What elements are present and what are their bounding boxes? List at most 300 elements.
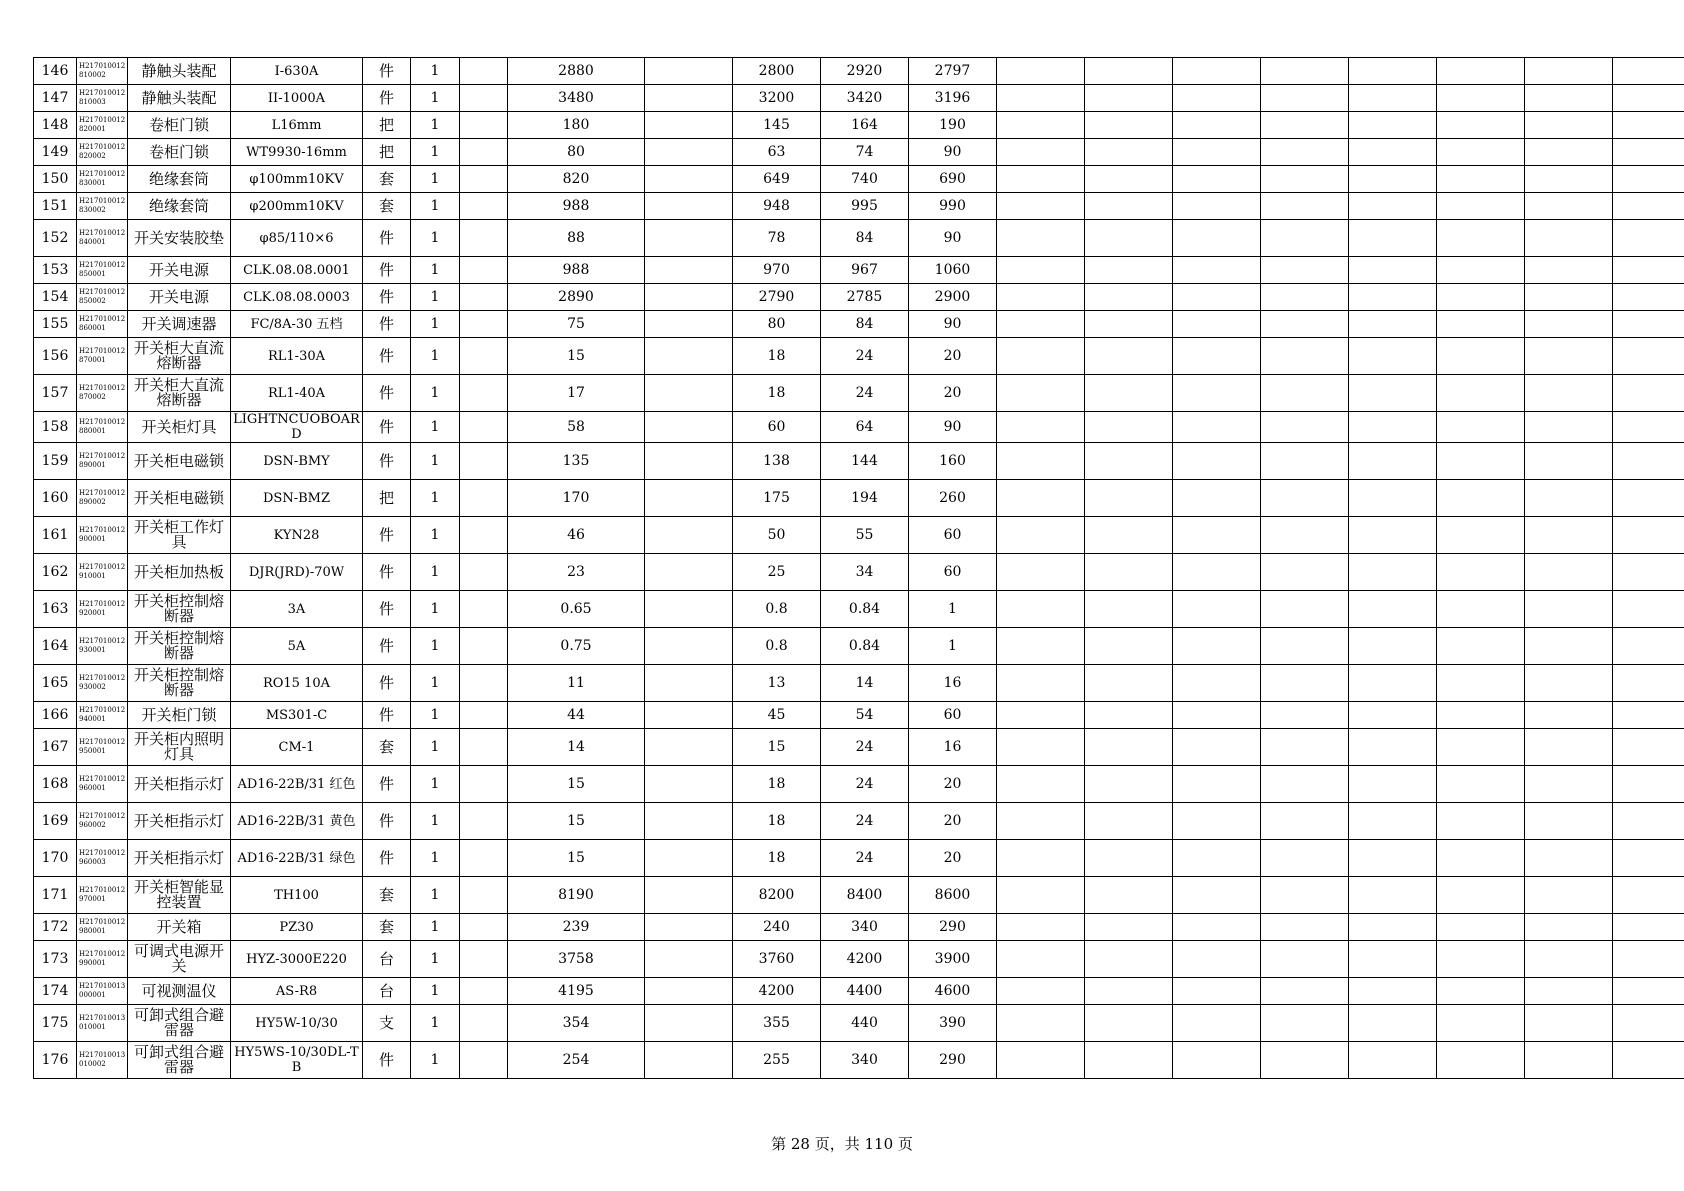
price-1: 0.65 bbox=[508, 591, 645, 628]
empty-cell bbox=[1349, 914, 1437, 941]
empty-cell bbox=[460, 193, 508, 220]
empty-cell bbox=[997, 554, 1085, 591]
empty-cell bbox=[997, 803, 1085, 840]
item-qty: 1 bbox=[411, 85, 460, 112]
item-unit: 件 bbox=[363, 554, 411, 591]
row-index: 159 bbox=[34, 443, 77, 480]
item-qty: 1 bbox=[411, 139, 460, 166]
price-1: 46 bbox=[508, 517, 645, 554]
empty-cell bbox=[645, 665, 733, 702]
row-index: 162 bbox=[34, 554, 77, 591]
empty-cell bbox=[460, 375, 508, 412]
empty-cell bbox=[1437, 257, 1525, 284]
empty-cell bbox=[1525, 554, 1613, 591]
empty-cell bbox=[1261, 112, 1349, 139]
price-3: 194 bbox=[821, 480, 909, 517]
price-2: 145 bbox=[733, 112, 821, 139]
row-index: 169 bbox=[34, 803, 77, 840]
item-name: 开关柜电磁锁 bbox=[128, 480, 231, 517]
item-spec: HYZ-3000E220 bbox=[231, 941, 363, 978]
table-row bbox=[34, 591, 1684, 628]
price-3: 8400 bbox=[821, 877, 909, 914]
empty-cell bbox=[1085, 941, 1173, 978]
item-code: H217010012900001 bbox=[77, 517, 128, 554]
item-name: 开关安装胶垫 bbox=[128, 220, 231, 257]
item-qty: 1 bbox=[411, 591, 460, 628]
price-3: 24 bbox=[821, 766, 909, 803]
item-qty: 1 bbox=[411, 112, 460, 139]
table-row bbox=[34, 840, 1684, 877]
price-2: 78 bbox=[733, 220, 821, 257]
empty-cell bbox=[645, 139, 733, 166]
empty-cell bbox=[1261, 978, 1349, 1005]
price-1: 58 bbox=[508, 412, 645, 443]
price-2: 2800 bbox=[733, 58, 821, 85]
table-row bbox=[34, 139, 1684, 166]
empty-cell bbox=[1085, 85, 1173, 112]
empty-cell bbox=[1525, 166, 1613, 193]
item-code: H217010012840001 bbox=[77, 220, 128, 257]
empty-cell bbox=[1261, 375, 1349, 412]
item-qty: 1 bbox=[411, 665, 460, 702]
price-4: 60 bbox=[909, 554, 997, 591]
item-code: H217010012870001 bbox=[77, 338, 128, 375]
empty-cell bbox=[460, 166, 508, 193]
empty-cell bbox=[1525, 412, 1613, 443]
empty-cell bbox=[1085, 877, 1173, 914]
empty-cell bbox=[460, 220, 508, 257]
row-index: 170 bbox=[34, 840, 77, 877]
empty-cell bbox=[1437, 840, 1525, 877]
row-index: 173 bbox=[34, 941, 77, 978]
price-4: 990 bbox=[909, 193, 997, 220]
price-2: 18 bbox=[733, 766, 821, 803]
item-spec: CLK.08.08.0001 bbox=[231, 257, 363, 284]
price-4: 390 bbox=[909, 1005, 997, 1042]
empty-cell bbox=[1613, 480, 1684, 517]
empty-cell bbox=[1525, 311, 1613, 338]
item-name: 开关柜门锁 bbox=[128, 702, 231, 729]
price-1: 820 bbox=[508, 166, 645, 193]
item-qty: 1 bbox=[411, 914, 460, 941]
price-1: 8190 bbox=[508, 877, 645, 914]
item-qty: 1 bbox=[411, 803, 460, 840]
empty-cell bbox=[645, 591, 733, 628]
empty-cell bbox=[1525, 914, 1613, 941]
price-4: 160 bbox=[909, 443, 997, 480]
empty-cell bbox=[1085, 139, 1173, 166]
item-unit: 把 bbox=[363, 480, 411, 517]
item-name: 开关电源 bbox=[128, 284, 231, 311]
table-row bbox=[34, 517, 1684, 554]
item-code: H217010012970001 bbox=[77, 877, 128, 914]
empty-cell bbox=[1173, 443, 1261, 480]
empty-cell bbox=[1173, 139, 1261, 166]
empty-cell bbox=[645, 914, 733, 941]
empty-cell bbox=[460, 480, 508, 517]
empty-cell bbox=[1085, 766, 1173, 803]
page-number: 第 28 页，共 110 页 bbox=[771, 1135, 913, 1153]
empty-cell bbox=[1349, 729, 1437, 766]
item-code: H217010012870002 bbox=[77, 375, 128, 412]
empty-cell bbox=[1349, 284, 1437, 311]
price-1: 988 bbox=[508, 257, 645, 284]
item-unit: 件 bbox=[363, 517, 411, 554]
row-index: 157 bbox=[34, 375, 77, 412]
empty-cell bbox=[1437, 220, 1525, 257]
empty-cell bbox=[1261, 914, 1349, 941]
empty-cell bbox=[1437, 914, 1525, 941]
empty-cell bbox=[1613, 978, 1684, 1005]
price-4: 2797 bbox=[909, 58, 997, 85]
empty-cell bbox=[1525, 257, 1613, 284]
empty-cell bbox=[1261, 729, 1349, 766]
empty-cell bbox=[1613, 85, 1684, 112]
empty-cell bbox=[1085, 338, 1173, 375]
item-qty: 1 bbox=[411, 443, 460, 480]
item-qty: 1 bbox=[411, 284, 460, 311]
empty-cell bbox=[1613, 591, 1684, 628]
empty-cell bbox=[1173, 480, 1261, 517]
empty-cell bbox=[1085, 729, 1173, 766]
empty-cell bbox=[1525, 375, 1613, 412]
price-1: 3480 bbox=[508, 85, 645, 112]
item-qty: 1 bbox=[411, 1005, 460, 1042]
empty-cell bbox=[645, 58, 733, 85]
empty-cell bbox=[1349, 139, 1437, 166]
empty-cell bbox=[1349, 443, 1437, 480]
table-row bbox=[34, 1005, 1684, 1042]
price-2: 649 bbox=[733, 166, 821, 193]
item-unit: 套 bbox=[363, 877, 411, 914]
price-2: 18 bbox=[733, 375, 821, 412]
empty-cell bbox=[1525, 480, 1613, 517]
empty-cell bbox=[1349, 193, 1437, 220]
empty-cell bbox=[1261, 85, 1349, 112]
empty-cell bbox=[1349, 85, 1437, 112]
item-name: 开关柜控制熔断器 bbox=[128, 628, 231, 665]
empty-cell bbox=[1173, 591, 1261, 628]
row-index: 155 bbox=[34, 311, 77, 338]
item-code: H217010012930001 bbox=[77, 628, 128, 665]
empty-cell bbox=[1437, 978, 1525, 1005]
empty-cell bbox=[645, 702, 733, 729]
empty-cell bbox=[645, 480, 733, 517]
price-1: 988 bbox=[508, 193, 645, 220]
empty-cell bbox=[1261, 840, 1349, 877]
empty-cell bbox=[1173, 665, 1261, 702]
price-2: 970 bbox=[733, 257, 821, 284]
item-qty: 1 bbox=[411, 220, 460, 257]
price-3: 24 bbox=[821, 375, 909, 412]
price-1: 15 bbox=[508, 803, 645, 840]
table-row bbox=[34, 628, 1684, 665]
item-spec: LIGHTNCUOBOARD bbox=[231, 412, 363, 443]
table-row bbox=[34, 554, 1684, 591]
row-index: 165 bbox=[34, 665, 77, 702]
empty-cell bbox=[997, 412, 1085, 443]
empty-cell bbox=[645, 338, 733, 375]
item-unit: 支 bbox=[363, 1005, 411, 1042]
empty-cell bbox=[1085, 412, 1173, 443]
item-spec: RL1-40A bbox=[231, 375, 363, 412]
empty-cell bbox=[1349, 338, 1437, 375]
item-qty: 1 bbox=[411, 978, 460, 1005]
price-3: 55 bbox=[821, 517, 909, 554]
item-spec: DSN-BMY bbox=[231, 443, 363, 480]
empty-cell bbox=[1349, 58, 1437, 85]
item-name: 开关柜控制熔断器 bbox=[128, 665, 231, 702]
empty-cell bbox=[645, 412, 733, 443]
empty-cell bbox=[1349, 766, 1437, 803]
empty-cell bbox=[1261, 443, 1349, 480]
empty-cell bbox=[997, 978, 1085, 1005]
price-4: 60 bbox=[909, 702, 997, 729]
price-3: 740 bbox=[821, 166, 909, 193]
empty-cell bbox=[1349, 1042, 1437, 1079]
empty-cell bbox=[1437, 877, 1525, 914]
empty-cell bbox=[1437, 166, 1525, 193]
empty-cell bbox=[460, 443, 508, 480]
empty-cell bbox=[1261, 766, 1349, 803]
empty-cell bbox=[1525, 220, 1613, 257]
empty-cell bbox=[1437, 517, 1525, 554]
empty-cell bbox=[645, 112, 733, 139]
empty-cell bbox=[1525, 443, 1613, 480]
empty-cell bbox=[1437, 665, 1525, 702]
row-index: 158 bbox=[34, 412, 77, 443]
item-name: 开关柜智能显控装置 bbox=[128, 877, 231, 914]
empty-cell bbox=[645, 220, 733, 257]
item-code: H217010012960003 bbox=[77, 840, 128, 877]
item-code: H217010012810003 bbox=[77, 85, 128, 112]
empty-cell bbox=[460, 338, 508, 375]
empty-cell bbox=[645, 1042, 733, 1079]
price-4: 260 bbox=[909, 480, 997, 517]
price-4: 90 bbox=[909, 220, 997, 257]
empty-cell bbox=[1349, 517, 1437, 554]
price-1: 170 bbox=[508, 480, 645, 517]
item-name: 开关柜指示灯 bbox=[128, 766, 231, 803]
empty-cell bbox=[460, 1005, 508, 1042]
empty-cell bbox=[645, 554, 733, 591]
empty-cell bbox=[1613, 220, 1684, 257]
empty-cell bbox=[1173, 517, 1261, 554]
item-unit: 台 bbox=[363, 941, 411, 978]
item-unit: 把 bbox=[363, 112, 411, 139]
item-unit: 台 bbox=[363, 978, 411, 1005]
empty-cell bbox=[1437, 412, 1525, 443]
item-spec: WT9930-16mm bbox=[231, 139, 363, 166]
empty-cell bbox=[1613, 166, 1684, 193]
empty-cell bbox=[1525, 978, 1613, 1005]
empty-cell bbox=[997, 58, 1085, 85]
empty-cell bbox=[1525, 877, 1613, 914]
item-code: H217010012960001 bbox=[77, 766, 128, 803]
price-3: 995 bbox=[821, 193, 909, 220]
item-qty: 1 bbox=[411, 480, 460, 517]
item-qty: 1 bbox=[411, 166, 460, 193]
empty-cell bbox=[460, 112, 508, 139]
empty-cell bbox=[1613, 628, 1684, 665]
item-code: H217010012820001 bbox=[77, 112, 128, 139]
table-row bbox=[34, 665, 1684, 702]
empty-cell bbox=[460, 412, 508, 443]
price-2: 15 bbox=[733, 729, 821, 766]
empty-cell bbox=[1613, 443, 1684, 480]
empty-cell bbox=[460, 139, 508, 166]
price-3: 340 bbox=[821, 914, 909, 941]
price-1: 15 bbox=[508, 766, 645, 803]
empty-cell bbox=[1525, 628, 1613, 665]
empty-cell bbox=[1613, 311, 1684, 338]
item-spec: CLK.08.08.0003 bbox=[231, 284, 363, 311]
price-2: 18 bbox=[733, 338, 821, 375]
empty-cell bbox=[1085, 58, 1173, 85]
empty-cell bbox=[997, 914, 1085, 941]
empty-cell bbox=[1525, 766, 1613, 803]
item-name: 可卸式组合避雷器 bbox=[128, 1005, 231, 1042]
price-4: 1 bbox=[909, 628, 997, 665]
price-2: 2790 bbox=[733, 284, 821, 311]
price-1: 17 bbox=[508, 375, 645, 412]
empty-cell bbox=[460, 803, 508, 840]
empty-cell bbox=[1613, 139, 1684, 166]
item-unit: 件 bbox=[363, 375, 411, 412]
empty-cell bbox=[1613, 941, 1684, 978]
empty-cell bbox=[460, 85, 508, 112]
empty-cell bbox=[1525, 112, 1613, 139]
empty-cell bbox=[1525, 702, 1613, 729]
item-unit: 件 bbox=[363, 257, 411, 284]
price-4: 16 bbox=[909, 665, 997, 702]
item-name: 开关箱 bbox=[128, 914, 231, 941]
table-row bbox=[34, 412, 1684, 443]
price-2: 18 bbox=[733, 840, 821, 877]
empty-cell bbox=[1173, 166, 1261, 193]
empty-cell bbox=[1085, 803, 1173, 840]
empty-cell bbox=[1085, 554, 1173, 591]
item-code: H217010013010001 bbox=[77, 1005, 128, 1042]
empty-cell bbox=[1525, 591, 1613, 628]
empty-cell bbox=[1349, 941, 1437, 978]
empty-cell bbox=[1173, 766, 1261, 803]
price-2: 138 bbox=[733, 443, 821, 480]
item-spec: DJR(JRD)-70W bbox=[231, 554, 363, 591]
item-unit: 件 bbox=[363, 58, 411, 85]
empty-cell bbox=[1437, 729, 1525, 766]
empty-cell bbox=[997, 1042, 1085, 1079]
item-spec: 3A bbox=[231, 591, 363, 628]
item-unit: 件 bbox=[363, 591, 411, 628]
empty-cell bbox=[1085, 978, 1173, 1005]
empty-cell bbox=[460, 58, 508, 85]
price-2: 255 bbox=[733, 1042, 821, 1079]
price-4: 90 bbox=[909, 412, 997, 443]
empty-cell bbox=[1525, 840, 1613, 877]
item-code: H217010012950001 bbox=[77, 729, 128, 766]
item-spec: FC/8A-30 五档 bbox=[231, 311, 363, 338]
empty-cell bbox=[1613, 58, 1684, 85]
price-3: 74 bbox=[821, 139, 909, 166]
empty-cell bbox=[1261, 628, 1349, 665]
empty-cell bbox=[1525, 665, 1613, 702]
item-unit: 件 bbox=[363, 85, 411, 112]
empty-cell bbox=[997, 591, 1085, 628]
table-row bbox=[34, 257, 1684, 284]
empty-cell bbox=[1261, 702, 1349, 729]
empty-cell bbox=[1085, 1005, 1173, 1042]
item-code: H217010012860001 bbox=[77, 311, 128, 338]
item-name: 卷柜门锁 bbox=[128, 139, 231, 166]
empty-cell bbox=[1261, 220, 1349, 257]
empty-cell bbox=[1613, 554, 1684, 591]
table-row bbox=[34, 914, 1684, 941]
empty-cell bbox=[1613, 729, 1684, 766]
empty-cell bbox=[1173, 628, 1261, 665]
empty-cell bbox=[1349, 978, 1437, 1005]
empty-cell bbox=[997, 702, 1085, 729]
item-name: 开关柜灯具 bbox=[128, 412, 231, 443]
price-3: 967 bbox=[821, 257, 909, 284]
empty-cell bbox=[1173, 58, 1261, 85]
row-index: 160 bbox=[34, 480, 77, 517]
price-3: 4400 bbox=[821, 978, 909, 1005]
table-row bbox=[34, 702, 1684, 729]
item-qty: 1 bbox=[411, 58, 460, 85]
empty-cell bbox=[997, 480, 1085, 517]
row-index: 176 bbox=[34, 1042, 77, 1079]
item-qty: 1 bbox=[411, 257, 460, 284]
empty-cell bbox=[1349, 375, 1437, 412]
table-row bbox=[34, 338, 1684, 375]
empty-cell bbox=[645, 978, 733, 1005]
item-spec: φ85/110×6 bbox=[231, 220, 363, 257]
item-spec: I-630A bbox=[231, 58, 363, 85]
empty-cell bbox=[460, 914, 508, 941]
empty-cell bbox=[1173, 840, 1261, 877]
empty-cell bbox=[1261, 166, 1349, 193]
item-unit: 套 bbox=[363, 729, 411, 766]
empty-cell bbox=[1085, 193, 1173, 220]
empty-cell bbox=[1261, 139, 1349, 166]
empty-cell bbox=[1085, 591, 1173, 628]
price-4: 3900 bbox=[909, 941, 997, 978]
empty-cell bbox=[1437, 803, 1525, 840]
empty-cell bbox=[1261, 1042, 1349, 1079]
empty-cell bbox=[645, 941, 733, 978]
empty-cell bbox=[1613, 702, 1684, 729]
empty-cell bbox=[1437, 112, 1525, 139]
empty-cell bbox=[1349, 877, 1437, 914]
empty-cell bbox=[997, 166, 1085, 193]
empty-cell bbox=[1173, 1042, 1261, 1079]
empty-cell bbox=[1173, 941, 1261, 978]
empty-cell bbox=[1173, 803, 1261, 840]
price-3: 14 bbox=[821, 665, 909, 702]
empty-cell bbox=[1261, 591, 1349, 628]
price-1: 14 bbox=[508, 729, 645, 766]
row-index: 152 bbox=[34, 220, 77, 257]
empty-cell bbox=[645, 257, 733, 284]
empty-cell bbox=[1613, 375, 1684, 412]
empty-cell bbox=[1613, 840, 1684, 877]
price-4: 4600 bbox=[909, 978, 997, 1005]
price-2: 4200 bbox=[733, 978, 821, 1005]
empty-cell bbox=[1349, 480, 1437, 517]
item-unit: 件 bbox=[363, 412, 411, 443]
empty-cell bbox=[1613, 338, 1684, 375]
